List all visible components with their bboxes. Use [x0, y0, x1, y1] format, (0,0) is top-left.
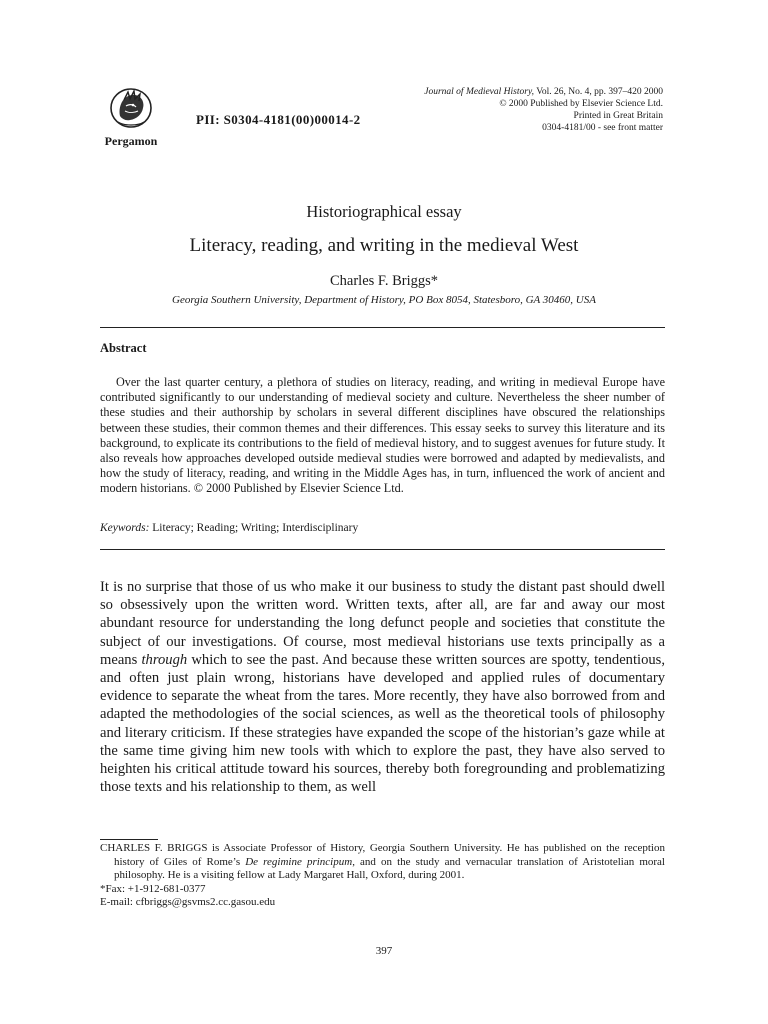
- journal-issn: 0304-4181/00 - see front matter: [542, 123, 663, 133]
- keywords-label: Keywords:: [100, 522, 150, 534]
- author-affiliation: Georgia Southern University, Department of History, PO Box 8054, Statesboro, GA 30460, USA: [172, 294, 596, 306]
- body-emphasis: through: [141, 651, 188, 668]
- pergamon-logo: [106, 86, 156, 130]
- footnote: [100, 842, 665, 910]
- author-fax: *Fax: +1-912-681-0377: [100, 882, 206, 895]
- article-category: Historiographical essay: [306, 202, 462, 221]
- page-number: 397: [375, 945, 393, 957]
- author-email: E-mail: cfbriggs@gsvms2.cc.gasou.edu: [100, 896, 276, 909]
- divider-top: [100, 327, 665, 328]
- journal-name: Journal of Medieval History,: [424, 87, 535, 97]
- abstract-text: Over the last quarter century, a plethora of studies on literacy, reading, and writing in medieval Europe have contributed significantly to our understanding of medieval society and culture. Nevertheless the sheer number of these studies and their authorship by scholars in several different disciplines have obscured the relationships between these studies, their common themes and their differences. This essay seeks to survey this literature and its background, to explicate its contributions to the field of medieval history, and to suggest avenues for future study. It also reveals how approaches developed outside medieval studies were borrowed and adapted by medievalists, and how the study of literacy, reading, and writing in the Middle Ages has, in turn, influenced the work of ancient and modern historians. © 2000 Published by Elsevier Science Ltd.: [100, 375, 665, 496]
- author-bio-start: CHARLES F. BRIGGS is Associate Professor of History, Georgia Southern University. He has published on the reception history of Giles of Rome’s: [100, 842, 665, 868]
- body-text-start: It is no surprise that those of us who make it our business to study the distant past should dwell so obsessively upon the written word. Written texts, after all, are far and away our most abundant resource for understanding the long defunct people and societies that constitute the subject of our investigations. Of course, most medieval historians use texts principally as a means: [100, 579, 665, 668]
- body-text-end: which to see the past. And because these written sources are spotty, tendentious, and often just plain wrong, historians have developed and applied rules of documentary evidence to separate the wheat from the tares. More recently, they have also borrowed from and adapted the methodologies of the social sciences, as well as the theoretical tools of philosophy and literary criticism. If these strategies have expanded the scope of the historian’s gaze while at the same time giving him new tools with which to explore the past, they have also served to heighten his critical attitude toward his sources, thereby both foregrounding and problematizing those texts and his relationship to them, as well: [100, 651, 665, 796]
- footnote-rule: [100, 839, 158, 840]
- journal-copyright: © 2000 Published by Elsevier Science Ltd.: [499, 99, 663, 109]
- journal-volume: Vol. 26, No. 4, pp. 397–420 2000: [536, 87, 663, 97]
- publisher-name: Pergamon: [104, 134, 158, 148]
- article-title: Literacy, reading, and writing in the medieval West: [189, 235, 579, 256]
- author-bio: [100, 842, 665, 883]
- body-paragraph: [100, 578, 665, 796]
- author-bio-title: De regimine principum: [245, 855, 353, 868]
- author-bio-end: , and on the study and vernacular translation of Aristotelian moral philosophy. He is a visiting fellow at Lady Margaret Hall, Oxford, during 2001.: [114, 855, 665, 882]
- article-author: Charles F. Briggs*: [330, 273, 438, 289]
- journal-citation: [333, 86, 663, 98]
- journal-printed: Printed in Great Britain: [573, 111, 663, 121]
- pii-identifier: PII: S0304-4181(00)00014-2: [196, 112, 361, 127]
- keywords-values: Literacy; Reading; Writing; Interdisciplinary: [152, 522, 359, 534]
- divider-bottom: [100, 549, 665, 550]
- journal-info: [333, 86, 663, 134]
- keywords: [100, 522, 358, 534]
- abstract-heading: Abstract: [100, 341, 147, 355]
